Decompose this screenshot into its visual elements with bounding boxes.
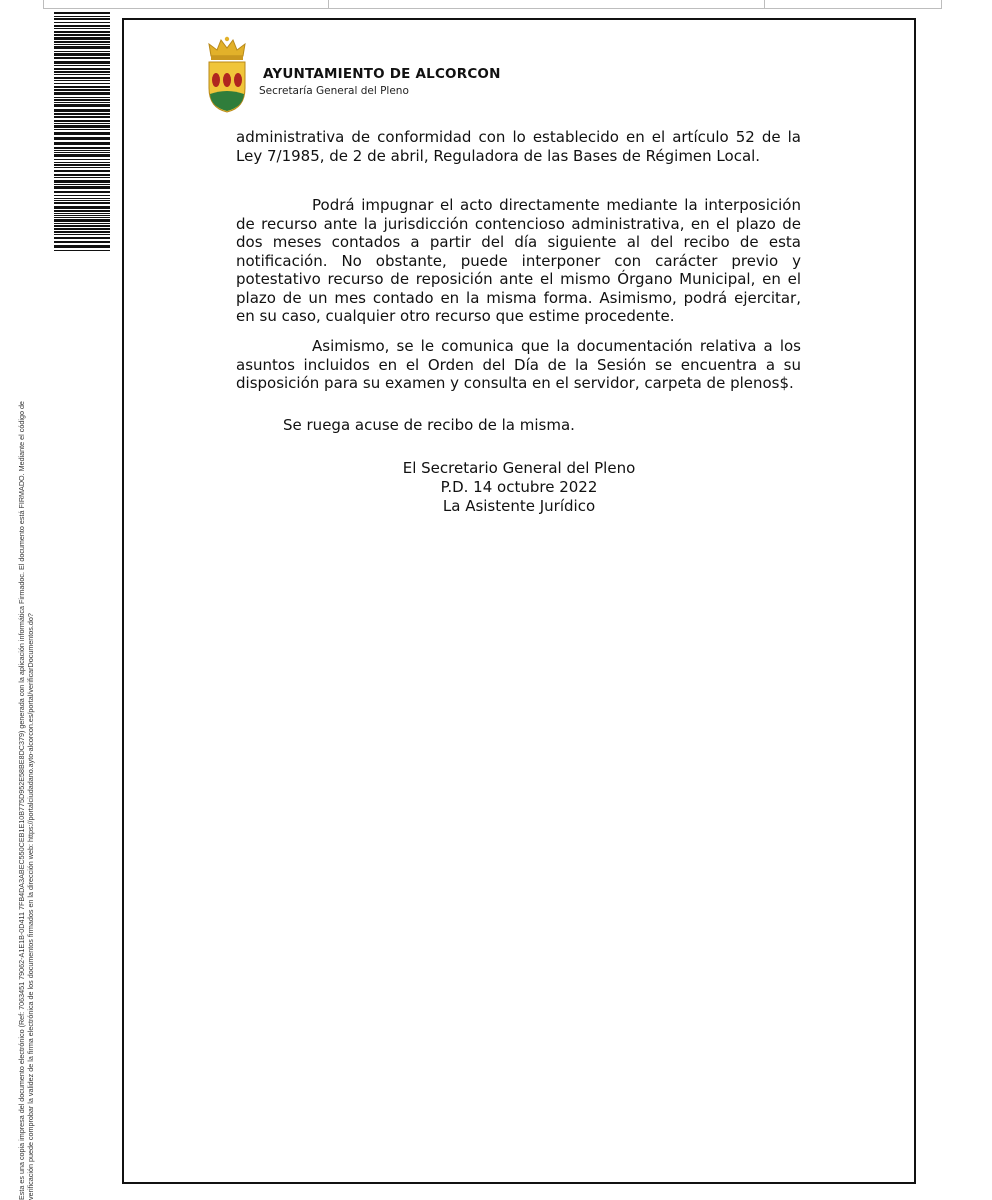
- barcode-bar: [54, 16, 110, 17]
- strip-divider: [764, 0, 765, 8]
- side-note-line-1: Esta es una copia impresa del documento electrónico (Ref: 7063451 79062-A1E1B-0D411 7FB4DA3ABEC550CEB1E10B775D952E58BE8DC379) generada con la aplicación informática Firmadoc. El documento está FIRMADO. Mediante el código de: [17, 401, 26, 1200]
- barcode-bar: [54, 154, 110, 157]
- barcode-bar: [54, 28, 110, 29]
- barcode-bar: [54, 225, 110, 227]
- strip-divider: [328, 0, 329, 8]
- barcode-bar: [54, 53, 110, 56]
- barcode-bar: [54, 109, 110, 112]
- barcode-bar: [54, 125, 110, 128]
- barcode-bar: [54, 132, 110, 135]
- barcode-bar: [54, 44, 110, 45]
- barcode-bar: [54, 41, 110, 43]
- barcode-bar: [54, 250, 110, 251]
- signature-block: [380, 459, 658, 516]
- barcode-bar: [54, 195, 110, 196]
- barcode-bar: [54, 129, 110, 130]
- barcode-bar: [54, 102, 110, 103]
- signature-title: El Secretario General del Pleno: [402, 459, 636, 477]
- barcode-bar: [54, 80, 110, 81]
- barcode-bar: [54, 99, 110, 101]
- side-note-line-2: verificación puede comprobar la validez de la firma electrónica de los documentos firmados en la dirección web: https://portalciudadano.ayto-alcorcon.es/portal/verificarDocumentos.do?: [25, 613, 35, 1200]
- barcode-bar: [54, 202, 110, 204]
- barcode-bar: [54, 83, 110, 84]
- barcode-bar: [54, 191, 110, 193]
- barcode-bar: [54, 68, 110, 70]
- barcode-bar: [54, 231, 110, 233]
- barcode-bar: [54, 113, 110, 115]
- barcode-bar: [54, 89, 110, 91]
- barcode-bar: [54, 31, 110, 33]
- top-form-strip: [43, 0, 942, 9]
- barcode-bar: [54, 184, 110, 185]
- barcode-bar: [54, 206, 110, 209]
- barcode-bar: [54, 162, 110, 163]
- signature-delegation: P.D. 14 octubre 2022: [440, 478, 598, 496]
- barcode-bar: [54, 142, 110, 145]
- barcode-bar: [54, 77, 110, 79]
- barcode-bar: [54, 159, 110, 160]
- barcode-bar: [54, 65, 110, 66]
- barcode-bar: [54, 57, 110, 59]
- closing-line: Se ruega acuse de recibo de la misma.: [283, 416, 575, 434]
- barcode-bar: [54, 12, 110, 14]
- barcode-bar: [54, 22, 110, 23]
- barcode-bar: [54, 104, 110, 107]
- barcode-bar: [54, 219, 110, 222]
- barcode-bar: [54, 92, 110, 95]
- barcode-bar: [54, 37, 110, 40]
- barcode-bar: [54, 228, 110, 230]
- barcode-bar: [54, 137, 110, 140]
- barcode-bar: [54, 186, 110, 189]
- barcode-bar: [54, 74, 110, 75]
- barcode-bar: [54, 245, 110, 248]
- document-page: [122, 18, 916, 1184]
- barcode-bar: [54, 177, 110, 178]
- barcode-icon: [54, 12, 110, 252]
- department-name: Secretaría General del Pleno: [259, 85, 409, 97]
- barcode-bar: [54, 120, 110, 122]
- barcode-bar: [54, 150, 110, 151]
- barcode-bar: [54, 152, 110, 153]
- verification-side-note: [18, 280, 35, 1200]
- barcode-bar: [54, 61, 110, 64]
- barcode-bar: [54, 164, 110, 166]
- barcode-bar: [54, 116, 110, 118]
- municipal-coat-of-arms-icon: [205, 36, 249, 114]
- barcode-bar: [54, 34, 110, 36]
- barcode-bar: [54, 234, 110, 235]
- barcode-bar: [54, 223, 110, 224]
- barcode-bar: [54, 25, 110, 27]
- barcode-bar: [54, 241, 110, 243]
- organization-name: AYUNTAMIENTO DE ALCORCON: [263, 66, 501, 82]
- barcode-bar: [54, 217, 110, 218]
- barcode-bar: [54, 210, 110, 212]
- barcode-bar: [54, 51, 110, 52]
- signature-signer: La Asistente Jurídico: [442, 497, 596, 515]
- barcode-bar: [54, 18, 110, 20]
- barcode-bar: [54, 180, 110, 183]
- barcode-bar: [54, 97, 110, 98]
- body-paragraph-1: administrativa de conformidad con lo establecido en el artículo 52 de la Ley 7/1985, de 2 de abril, Reguladora de las Bases de Régimen Local.: [236, 128, 801, 165]
- barcode-bar: [54, 237, 110, 239]
- barcode-bar: [54, 147, 110, 149]
- barcode-bar: [54, 46, 110, 49]
- barcode-bar: [54, 170, 110, 172]
- barcode-bar: [54, 200, 110, 201]
- body-paragraph-2: Podrá impugnar el acto directamente mediante la interposición de recurso ante la jurisdicción contencioso administrativa, en el plazo de dos meses contados a partir del día siguiente al del recibo de esta notificación. No obstante, puede interponer con carácter previo y potestativo recurso de reposición ante el mismo Órgano Municipal, en el plazo de un mes contado en la misma forma. Asimismo, podrá ejercitar, en su caso, cualquier otro recurso que estime procedente.: [236, 196, 801, 325]
- barcode-bar: [54, 174, 110, 176]
- barcode-bar: [54, 71, 110, 73]
- barcode-bar: [54, 213, 110, 214]
- barcode-bar: [54, 86, 110, 88]
- body-paragraph-3: Asimismo, se le comunica que la documentación relativa a los asuntos incluidos en el Orden del Día de la Sesión se encuentra a su disposición para su examen y consulta en el servidor, carpeta de plenos$.: [236, 337, 801, 392]
- barcode-bar: [54, 198, 110, 199]
- barcode-bar: [54, 167, 110, 168]
- barcode-bar: [54, 215, 110, 216]
- barcode-bar: [54, 123, 110, 124]
